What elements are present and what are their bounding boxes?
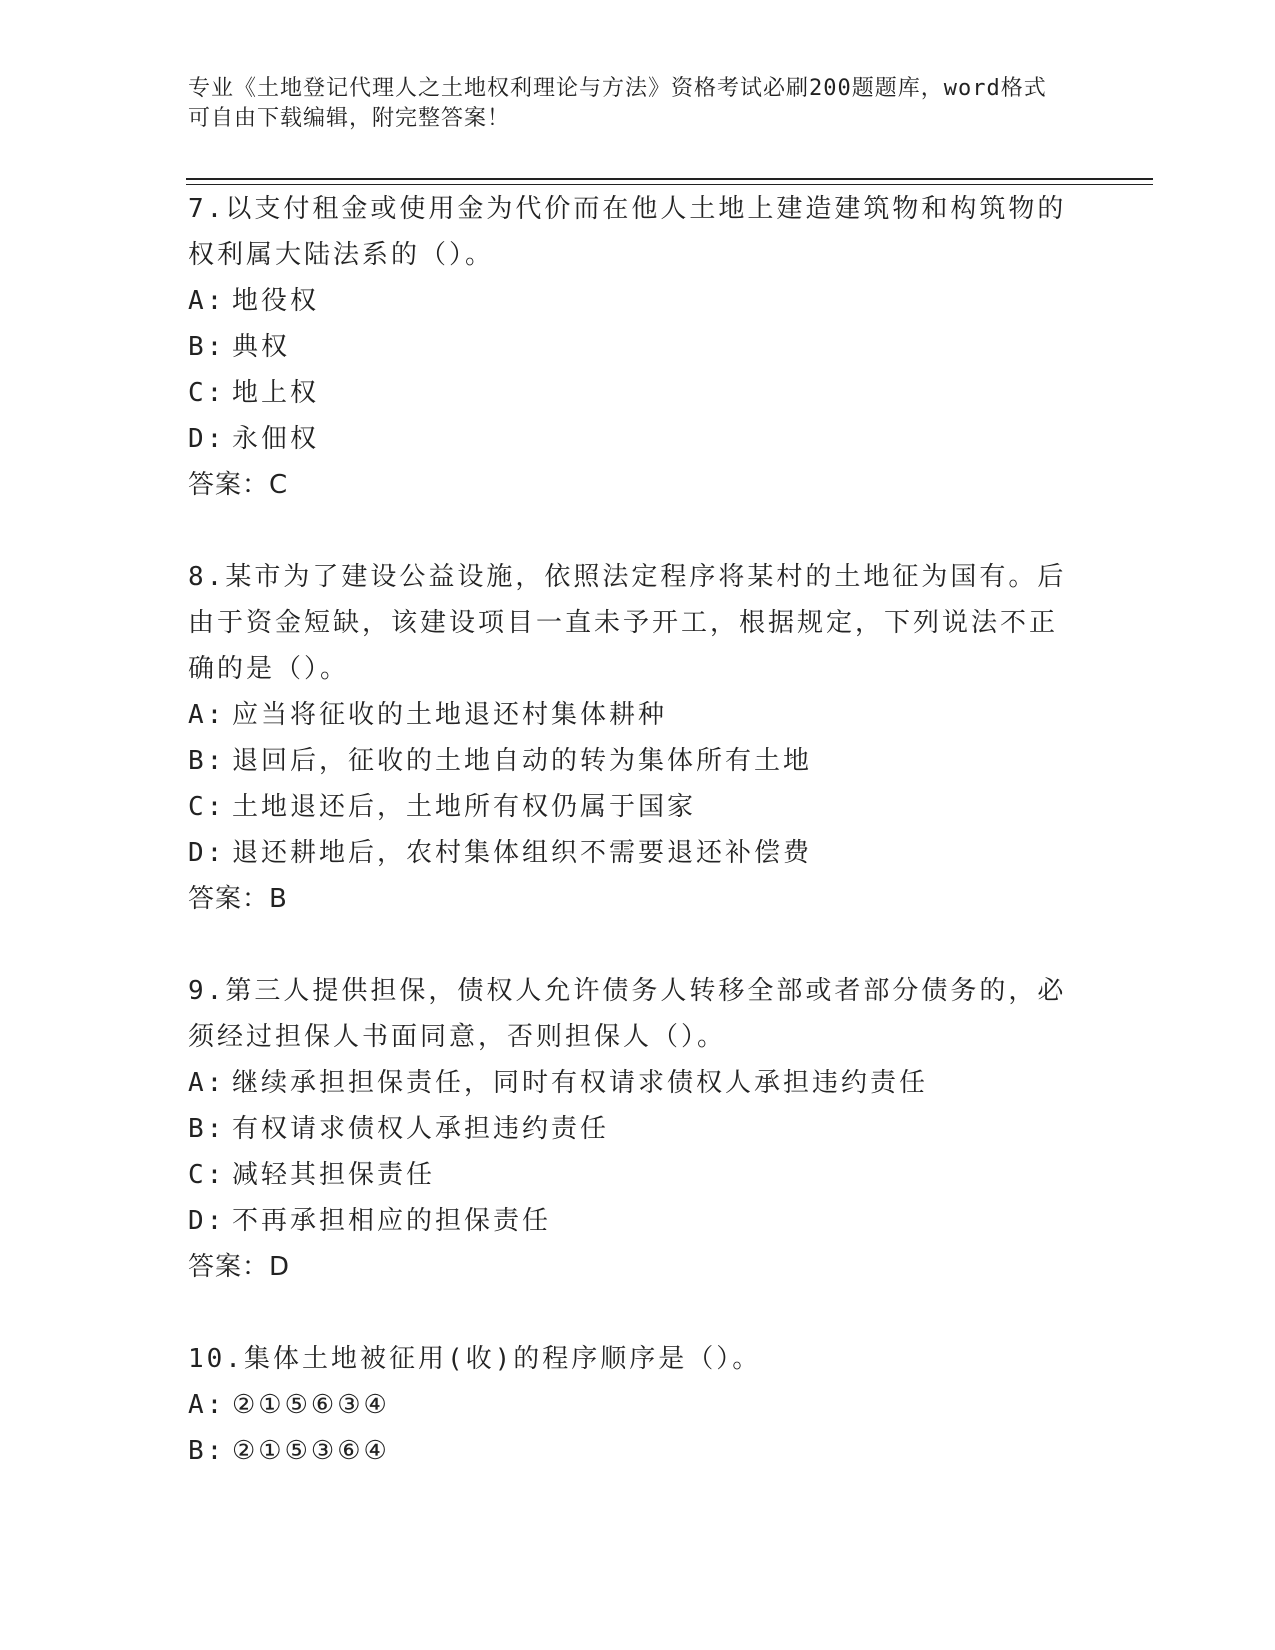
option-d: [188, 1198, 1068, 1244]
question-number: 8.: [188, 562, 226, 592]
option-text: ②①⑤⑥③④: [232, 1390, 390, 1420]
option-letter: A:: [188, 1068, 226, 1098]
option-text: 不再承担相应的担保责任: [232, 1206, 552, 1236]
header-text: 专业《土地登记代理人之土地权利理论与方法》资格考试必刷200题题库，word格式可自由下载编辑，附完整答案！: [188, 76, 1047, 131]
question-text: 第三人提供担保，债权人允许债务人转移全部或者部分债务的，必须经过担保人书面同意，否则担保人（）。: [188, 976, 1067, 1052]
option-text: 应当将征收的土地退还村集体耕种: [232, 700, 668, 730]
option-text: 典权: [232, 332, 291, 362]
question-stem: [188, 554, 1068, 692]
option-text: 减轻其担保责任: [232, 1160, 436, 1190]
question-text: 某市为了建设公益设施，依照法定程序将某村的土地征为国有。后由于资金短缺，该建设项目一直未予开工，根据规定，下列说法不正确的是（）。: [188, 562, 1067, 684]
option-text: ②①⑤③⑥④: [232, 1436, 390, 1466]
answer-line: 答案：C: [188, 470, 289, 500]
question-text: 以支付租金或使用金为代价而在他人土地上建造建筑物和构筑物的权利属大陆法系的（）。: [188, 194, 1067, 270]
option-b: [188, 738, 1068, 784]
option-text: 退还耕地后，农村集体组织不需要退还补偿费: [232, 838, 813, 868]
header-divider-thin: [186, 184, 1153, 185]
question-8: [188, 554, 1068, 922]
option-letter: B:: [188, 1114, 226, 1144]
option-letter: C:: [188, 1160, 226, 1190]
option-letter: D:: [188, 838, 226, 868]
header-divider-thick: [186, 178, 1153, 180]
question-number: 7.: [188, 194, 226, 224]
question-number: 9.: [188, 976, 226, 1006]
option-letter: D:: [188, 424, 226, 454]
option-a: [188, 692, 1068, 738]
option-d: [188, 416, 1068, 462]
option-b: [188, 1428, 1068, 1474]
answer-line: 答案：D: [188, 1252, 291, 1282]
answer-line: 答案：B: [188, 884, 288, 914]
question-7: [188, 186, 1068, 508]
option-letter: A:: [188, 286, 226, 316]
option-a: [188, 1382, 1068, 1428]
option-letter: A:: [188, 700, 226, 730]
option-c: [188, 370, 1068, 416]
question-10: [188, 1336, 1068, 1474]
option-c: [188, 784, 1068, 830]
option-letter: B:: [188, 332, 226, 362]
option-letter: D:: [188, 1206, 226, 1236]
option-a: [188, 1060, 1068, 1106]
question-stem: [188, 186, 1068, 278]
option-letter: C:: [188, 378, 226, 408]
option-text: 有权请求债权人承担违约责任: [232, 1114, 610, 1144]
option-text: 继续承担担保责任，同时有权请求债权人承担违约责任: [232, 1068, 929, 1098]
document-header: [188, 74, 1068, 134]
option-d: [188, 830, 1068, 876]
question-list: [188, 186, 1068, 1520]
question-text: 集体土地被征用(收)的程序顺序是（）。: [243, 1344, 762, 1374]
option-letter: B:: [188, 746, 226, 776]
option-text: 地役权: [232, 286, 320, 316]
option-text: 退回后，征收的土地自动的转为集体所有土地: [232, 746, 813, 776]
question-9: [188, 968, 1068, 1290]
option-text: 土地退还后，土地所有权仍属于国家: [232, 792, 697, 822]
question-number: 10.: [188, 1344, 244, 1374]
option-letter: B:: [188, 1436, 226, 1466]
option-b: [188, 324, 1068, 370]
option-letter: A:: [188, 1390, 226, 1420]
option-c: [188, 1152, 1068, 1198]
option-letter: C:: [188, 792, 226, 822]
option-b: [188, 1106, 1068, 1152]
option-text: 地上权: [232, 378, 320, 408]
question-stem: [188, 968, 1068, 1060]
question-stem: [188, 1336, 1068, 1382]
option-text: 永佃权: [232, 424, 320, 454]
option-a: [188, 278, 1068, 324]
